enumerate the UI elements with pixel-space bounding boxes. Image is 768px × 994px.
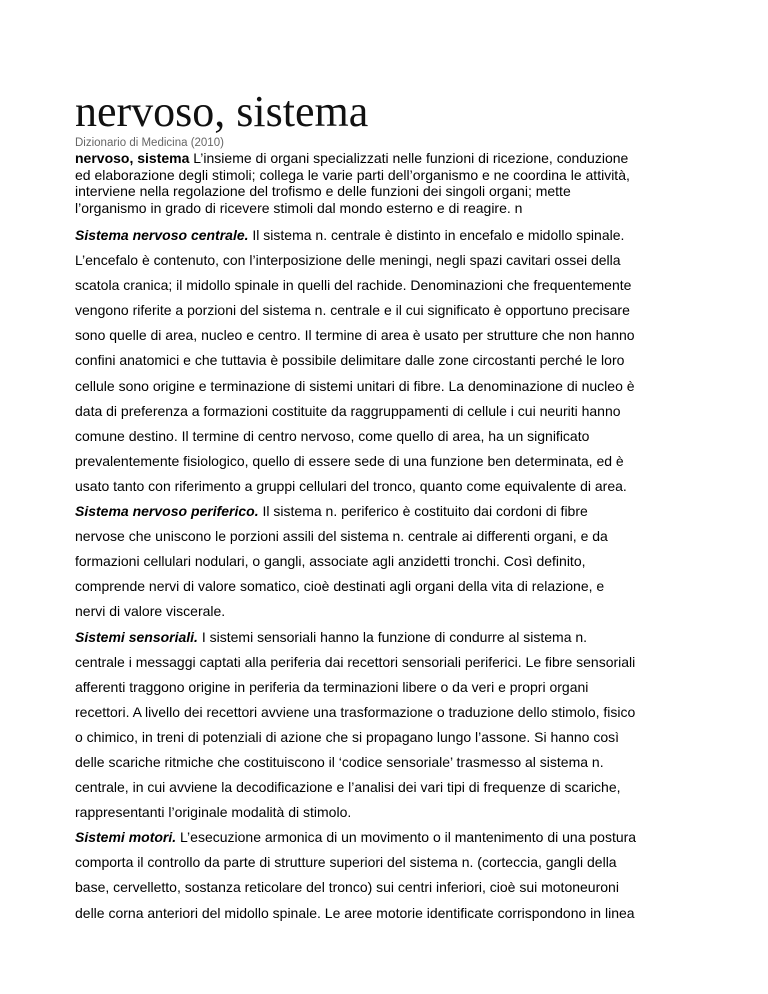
section-sensory: [75, 625, 700, 826]
section-line: nervi di valore viscerale.: [75, 603, 226, 620]
intro-line: [75, 150, 700, 167]
section-line: usato tanto con riferimento a gruppi cellulari del tronco, quanto come equivalente di area.: [75, 477, 627, 494]
section-line: delle scariche ritmiche che costituiscono il ‘codice sensoriale’ trasmesso al sistema n.: [75, 753, 604, 770]
section-heading: Sistema nervoso periferico.: [75, 503, 259, 520]
section-line-text: Il sistema n. centrale è distinto in encefalo e midollo spinale.: [248, 227, 625, 243]
intro-line: l’organismo in grado di ricevere stimoli dal mondo esterno e di reagire. n: [75, 199, 523, 216]
section-line: prevalentemente fisiologico, quello di essere sede di una funzione ben determinata, ed è: [75, 452, 624, 469]
article-body: [75, 223, 700, 926]
section-line-text: Il sistema n. periferico è costituito dai cordoni di fibre: [258, 503, 588, 520]
section-line: afferenti traggono origine in periferia da terminazioni libere o da veri e propri organi: [75, 678, 589, 695]
section-heading: Sistema nervoso centrale.: [75, 227, 249, 243]
section-peripheral: [75, 499, 700, 624]
section-line: centrale, in cui avviene la decodificazione e l’analisi dei vari tipi di frequenze di scariche,: [75, 779, 621, 796]
section-line: L’encefalo è contenuto, con l’interposizione delle meningi, negli spazi cavitari ossei della: [75, 252, 621, 269]
section-line: recettori. A livello dei recettori avviene una trasformazione o traduzione dello stimolo, fisico: [75, 703, 636, 720]
section-line: scatola cranica; il midollo spinale in quelli del rachide. Denominazioni che frequentemente: [75, 277, 632, 294]
section-motor: [75, 825, 700, 925]
section-line: [75, 499, 700, 524]
intro-line: ed elaborazione degli stimoli; collega le varie parti dell’organismo e ne coordina le attività,: [75, 166, 630, 183]
source-citation: Dizionario di Medicina (2010): [75, 137, 224, 149]
section-line-text: L’esecuzione armonica di un movimento o il mantenimento di una postura: [176, 829, 637, 846]
section-line-text: I sistemi sensoriali hanno la funzione di condurre al sistema n.: [197, 628, 588, 645]
intro-line: interviene nella regolazione del trofismo e delle funzioni dei singoli organi; mette: [75, 183, 571, 199]
page-title: nervoso, sistema: [75, 87, 369, 136]
section-line: rappresentanti l’originale modalità di stimolo.: [75, 804, 352, 821]
section-line: comporta il controllo da parte di strutture superiori del sistema n. (corteccia, gangli della: [75, 854, 617, 871]
entry-term: nervoso, sistema: [75, 150, 190, 166]
section-line: centrale i messaggi captati alla periferia dai recettori sensoriali periferici. Le fibre sensoriali: [75, 653, 636, 670]
section-line: [75, 825, 700, 850]
section-line: confini anatomici e che tuttavia è possibile delimitare dalle zone circostanti perché le loro: [75, 352, 625, 369]
section-line: cellule sono origine e terminazione di sistemi unitari di fibre. La denominazione di nucleo è: [75, 377, 635, 394]
section-line: comune destino. Il termine di centro nervoso, come quello di area, ha un significato: [75, 427, 590, 444]
section-line: formazioni cellulari nodulari, o gangli, associate agli anzidetti tronchi. Così definito,: [75, 553, 586, 570]
section-line: delle corna anteriori del midollo spinale. Le aree motorie identificate corrispondono in linea: [75, 904, 635, 921]
section-line: [75, 625, 700, 650]
section-line: comprende nervi di valore somatico, cioè destinati agli organi della vita di relazione, e: [75, 578, 605, 595]
section-line: data di preferenza a formazioni costituite da raggruppamenti di cellule i cui neuriti hanno: [75, 402, 621, 419]
intro-paragraph: [75, 150, 700, 216]
section-central: [75, 223, 700, 499]
section-heading: Sistemi motori.: [75, 829, 177, 846]
section-line: sono quelle di area, nucleo e centro. Il termine di area è usato per strutture che non hanno: [75, 327, 635, 344]
section-line: o chimico, in treni di potenziali di azione che si propagano lungo l’assone. Si hanno così: [75, 728, 620, 745]
section-line: vengono riferite a porzioni del sistema n. centrale e il cui significato è opportuno precisare: [75, 302, 630, 319]
section-line: nervose che uniscono le porzioni assili del sistema n. centrale ai differenti organi, e da: [75, 528, 608, 545]
intro-line-text: L’insieme di organi specializzati nelle funzioni di ricezione, conduzione: [189, 150, 629, 166]
section-line: [75, 223, 700, 248]
section-heading: Sistemi sensoriali.: [75, 628, 198, 645]
section-line: base, cervelletto, sostanza reticolare del tronco) sui centri inferiori, cioè sui motoneuroni: [75, 879, 619, 896]
